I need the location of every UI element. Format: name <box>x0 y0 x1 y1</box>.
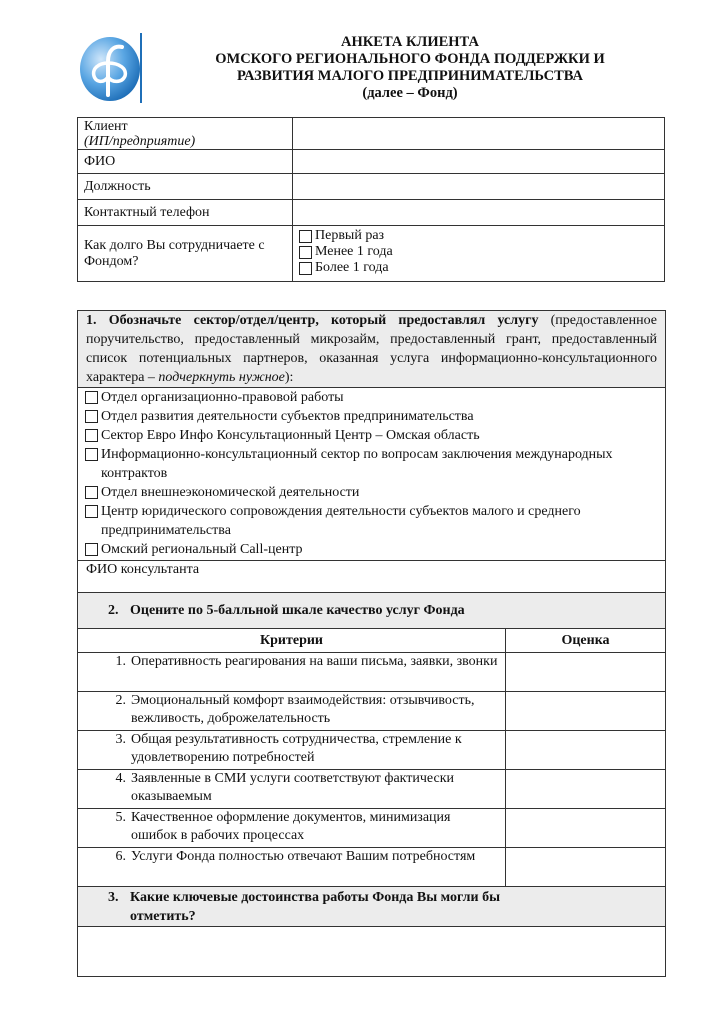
q2-number: 2. <box>108 602 119 618</box>
consultant-field[interactable] <box>78 561 666 593</box>
criterion-row-2: 2. Эмоциональный комфорт взаимодействия: отзывчивость, вежливость, доброжелательность <box>78 692 506 731</box>
q1-desc-italic: подчеркнуть нужное <box>158 370 285 385</box>
criterion-row-6: 6. Услуги Фонда полностью отвечают Вашим потребностям <box>78 848 506 887</box>
checkbox-icon[interactable] <box>85 486 98 499</box>
criterion-row-1: 1. Оперативность реагирования на ваши письма, заявки, звонки <box>78 653 506 692</box>
checkbox-icon[interactable] <box>85 448 98 461</box>
client-sublabel: (ИП/предприятие) <box>84 134 196 149</box>
q3-header <box>78 887 666 927</box>
q1-option-2[interactable]: Отдел развития деятельности субъектов предпринимательства <box>86 407 659 426</box>
duration-label: Как долго Вы сотрудничаете с Фондом? <box>78 226 293 282</box>
position-label: Должность <box>78 174 293 200</box>
phone-input[interactable] <box>293 200 665 226</box>
checkbox-icon[interactable] <box>85 543 98 556</box>
q1-option-4[interactable]: Информационно-консультационный сектор по вопросам заключения международных контрактов <box>86 445 659 483</box>
q1-option-1[interactable]: Отдел организационно-правовой работы <box>86 388 659 407</box>
header-line-4: (далее – Фонд) <box>362 85 458 101</box>
q1-prompt <box>78 311 666 388</box>
checkbox-icon[interactable] <box>85 505 98 518</box>
duration-option-first[interactable]: Первый раз <box>299 228 658 244</box>
q1-option-6[interactable]: Центр юридического сопровождения деятельности субъектов малого и среднего предпринимательства <box>86 502 659 540</box>
phone-label: Контактный телефон <box>78 200 293 226</box>
score-input-2[interactable] <box>506 692 666 731</box>
form-header <box>160 34 660 102</box>
duration-option-more-year[interactable]: Более 1 года <box>299 260 658 276</box>
questions-table <box>77 310 666 977</box>
score-input-4[interactable] <box>506 770 666 809</box>
client-info-table <box>77 117 665 282</box>
col-criteria-header: Критерии <box>78 629 506 653</box>
score-input-3[interactable] <box>506 731 666 770</box>
checkbox-icon[interactable] <box>85 391 98 404</box>
q1-options <box>78 388 666 561</box>
col-score-header: Оценка <box>506 629 666 653</box>
q1-title: 1. Обозначьте сектор/отдел/центр, который предоставлял услугу <box>86 313 539 328</box>
q2-title: Оцените по 5-балльной шкале качество услуг Фонда <box>130 602 465 618</box>
fio-input[interactable] <box>293 150 665 174</box>
header-line-1: АНКЕТА КЛИЕНТА <box>341 34 479 50</box>
header-line-2: ОМСКОГО РЕГИОНАЛЬНОГО ФОНДА ПОДДЕРЖКИ И <box>215 51 605 67</box>
client-label: Клиент <box>84 119 128 134</box>
q1-option-3[interactable]: Сектор Евро Инфо Консультационный Центр – Омская область <box>86 426 659 445</box>
criterion-row-5: 5. Качественное оформление документов, минимизация ошибок в рабочих процессах <box>78 809 506 848</box>
criterion-row-4: 4. Заявленные в СМИ услуги соответствуют фактически оказываемым <box>78 770 506 809</box>
score-input-6[interactable] <box>506 848 666 887</box>
q3-answer-input[interactable] <box>78 927 666 977</box>
checkbox-icon[interactable] <box>85 410 98 423</box>
q1-desc: (предоставленное поручительство, предоставленный микрозайм, предоставленный грант, предоставленный список потенциальных партнеров, оказанная услуга информационно-консультационного характера – <box>86 313 658 385</box>
criterion-row-3: 3. Общая результативность сотрудничества, стремление к удовлетворению потребностей <box>78 731 506 770</box>
score-input-5[interactable] <box>506 809 666 848</box>
duration-option-less-year[interactable]: Менее 1 года <box>299 244 658 260</box>
score-input-1[interactable] <box>506 653 666 692</box>
client-input[interactable] <box>293 118 665 150</box>
q1-option-5[interactable]: Отдел внешнеэкономической деятельности <box>86 483 659 502</box>
checkbox-icon[interactable] <box>85 429 98 442</box>
checkbox-icon[interactable] <box>299 262 312 275</box>
duration-options <box>293 226 665 282</box>
checkbox-icon[interactable] <box>299 230 312 243</box>
client-label-cell <box>78 118 293 150</box>
consultant-label: ФИО консультанта <box>86 562 200 577</box>
q3-number: 3. <box>108 889 119 905</box>
q1-option-7[interactable]: Омский региональный Call-центр <box>86 540 659 559</box>
checkbox-icon[interactable] <box>299 246 312 259</box>
header-line-3: РАЗВИТИЯ МАЛОГО ПРЕДПРИНИМАТЕЛЬСТВА <box>237 68 583 84</box>
fund-logo-icon <box>78 33 144 103</box>
q1-desc-end: ): <box>284 370 294 385</box>
q2-header <box>78 593 666 629</box>
q3-title: Какие ключевые достоинства работы Фонда Вы могли бы отметить? <box>130 889 501 924</box>
fio-label: ФИО <box>78 150 293 174</box>
position-input[interactable] <box>293 174 665 200</box>
